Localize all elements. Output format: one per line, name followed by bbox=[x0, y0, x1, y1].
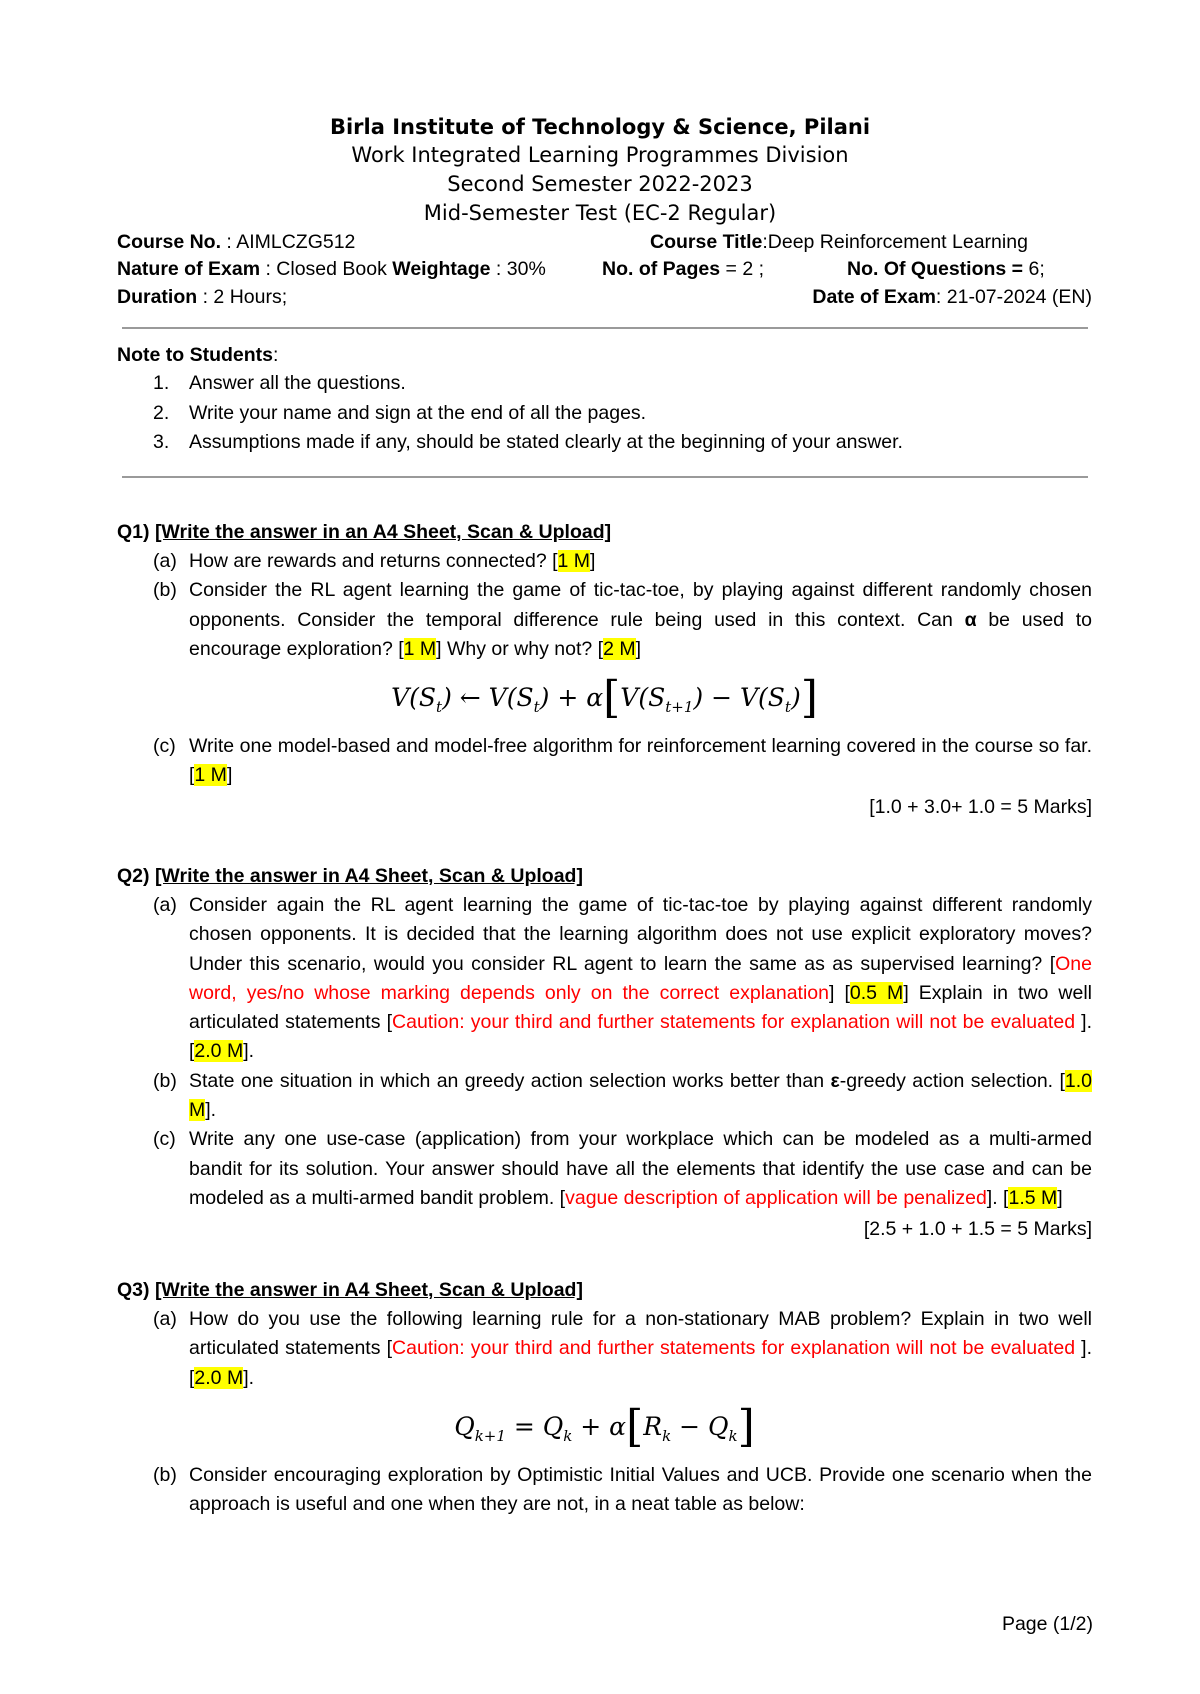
test-label: Mid-Semester Test (EC-2 Regular) bbox=[423, 201, 777, 225]
q1-marks: [1.0 + 3.0+ 1.0 = 5 Marks] bbox=[869, 795, 1092, 818]
question-3 bbox=[117, 1276, 1092, 1519]
q1-part-b: (b) Consider the RL agent learning the game of tic-tac-toe, by playing against different randomly chosen opponents. Consider the temporal difference rule being used in this context. Can α be used to encourage exploration? [1 M] Why or why not? [2 M] bbox=[153, 579, 1093, 660]
no-of-pages: No. of Pages = 2 ; bbox=[602, 258, 765, 280]
divider bbox=[122, 476, 1088, 478]
question-title: Q3) [Write the answer in A4 Sheet, Scan & Upload] bbox=[117, 1279, 583, 1301]
course-no: Course No. : AIMLCZG512 bbox=[117, 231, 356, 253]
question-title: Q1) [Write the answer in an A4 Sheet, Scan & Upload] bbox=[117, 521, 612, 543]
list-item: 2. Write your name and sign at the end of all the pages. bbox=[153, 401, 647, 424]
nature-of-exam: Nature of Exam : Closed Book Weightage : 30% bbox=[117, 258, 546, 280]
q1-part-c: (c) Write one model-based and model-free algorithm for reinforcement learning covered in the course so far.[1 M] bbox=[153, 735, 1092, 787]
meta-row-course bbox=[117, 228, 1092, 256]
notes-list bbox=[117, 369, 1077, 458]
division-name: Work Integrated Learning Programmes Division bbox=[351, 143, 849, 167]
question-1 bbox=[117, 518, 1092, 822]
meta-row-nature bbox=[117, 255, 1092, 283]
semester-label: Second Semester 2022-2023 bbox=[447, 172, 753, 196]
mab-update-formula: $Q_{k+1} = Q_k + \alpha[R_k - Q_k]$ bbox=[454, 1400, 755, 1452]
course-title: Course Title:Deep Reinforcement Learning bbox=[650, 231, 1028, 253]
page-number: Page (1/2) bbox=[1001, 1613, 1093, 1635]
institute-name: Birla Institute of Technology & Science, Pilani bbox=[329, 115, 871, 139]
question-2 bbox=[117, 862, 1092, 1244]
date-of-exam: Date of Exam: 21-07-2024 (EN) bbox=[812, 286, 1092, 308]
q2-part-b: (b) State one situation in which an greedy action selection works better than ε-greedy action selection. [1.0 M]. bbox=[153, 1069, 1093, 1122]
td-update-formula: $V(S_t)$ ← $V(S_t) + \alpha[V(S_{t+1}) - V(S_t)]$ bbox=[391, 672, 818, 724]
q1-part-a: (a) How are rewards and returns connected? [1 M] bbox=[153, 550, 596, 572]
question-title: Q2) [Write the answer in A4 Sheet, Scan & Upload] bbox=[117, 865, 583, 887]
q2-part-c: (c) Write any one use-case (application) from your workplace which can be modeled as a multi-armed bandit for its solution. Your answer should have all the elements that identify the use case and can be modeled as a multi-armed bandit problem. [vague description of application will be penalized]. [1.5 M] bbox=[153, 1128, 1092, 1209]
list-item: 1. Answer all the questions. bbox=[153, 372, 406, 394]
q3-part-b: (b) Consider encouraging exploration by Optimistic Initial Values and UCB. Provide one scenario when the approach is useful and one when they are not, in a neat table as below: bbox=[153, 1463, 1092, 1516]
q2-marks: [2.5 + 1.0 + 1.5 = 5 Marks] bbox=[863, 1218, 1092, 1241]
duration: Duration : 2 Hours; bbox=[117, 286, 288, 308]
divider bbox=[122, 327, 1088, 329]
no-of-questions: No. Of Questions = 6; bbox=[847, 258, 1045, 280]
q3-part-a: (a) How do you use the following learning rule for a non-stationary MAB problem? Explain in two well articulated statements [Caution: your third and further statements for explanation will not be evaluated ]. [2.0 M]. bbox=[153, 1308, 1092, 1389]
note-title: Note to Students: bbox=[117, 344, 279, 366]
list-item: 3. Assumptions made if any, should be stated clearly at the beginning of your answer. bbox=[153, 431, 903, 453]
meta-row-duration bbox=[117, 283, 1092, 311]
q2-part-a: (a) Consider again the RL agent learning the game of tic-tac-toe by playing against different randomly chosen opponents. It is decided that the learning algorithm does not use explicit exploratory moves? Under this scenario, would you consider RL agent to learn the same as as supervised learning? [One word, yes/no whose marking depends only on the correct explanation] [0.5 M] Explain in two well articulated statements [Caution: your third and further statements for explanation will not be evaluated ]. [2.0 M]. bbox=[153, 894, 1092, 1063]
